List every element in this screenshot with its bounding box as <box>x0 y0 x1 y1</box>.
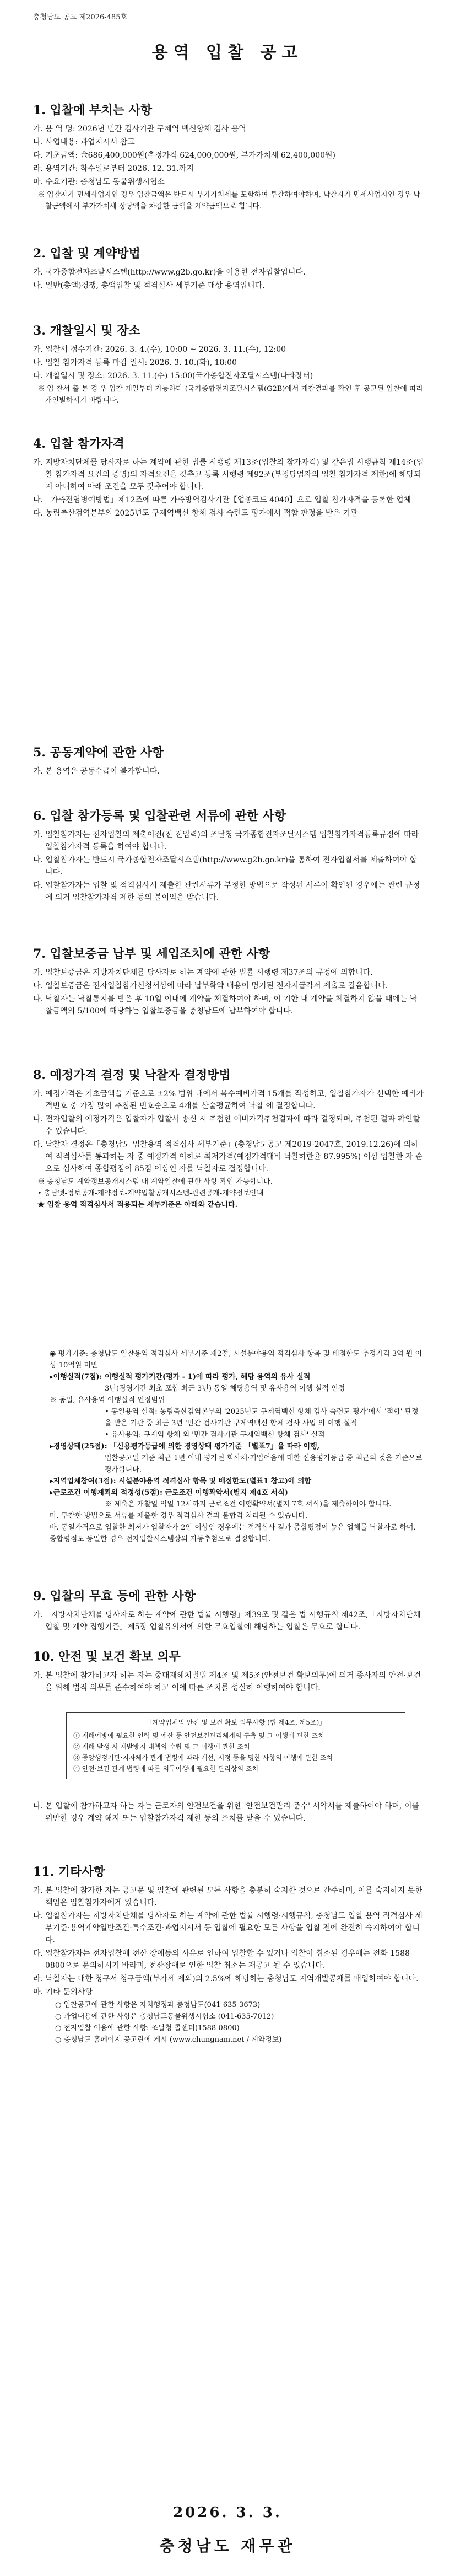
box-title: 「계약업체의 안전 및 보건 확보 의무사항 (법 제4조, 제5조)」 <box>145 1719 326 1726</box>
criteria-line: 바. 동일가격으로 입찰한 최저가 입찰자가 2인 이상인 경우에는 적격심사 결과 종합평점이 높은 업체를 낙찰자로 하며, 종합평점도 동일한 경우 전자입찰시스템상의 자동추첨으로 결정합니다. <box>50 1523 416 1543</box>
signer: 충청남도 재무관 <box>159 2537 296 2555</box>
list-item: 가. 입찰보증금은 지방자치단체를 당사자로 하는 계약에 관한 법률 시행령 제37조의 규정에 의합니다. <box>33 968 373 977</box>
announcement-date: 2026. 3. 3. <box>173 2504 282 2521</box>
safety-obligations-box <box>66 1712 405 1779</box>
note-highlight: ★ 입찰 용역 적격심사서 적용되는 세부기준은 아래와 같습니다. <box>37 1201 238 1209</box>
section-title: 6. 입찰 참가등록 및 입찰관련 서류에 관한 사항 <box>33 809 286 823</box>
criteria-heading: ▸지역업체참여(3점): 시설분야용역 적격심사 항목 및 배점한도(별표1 참고)에 의함 <box>50 1477 311 1485</box>
evaluation-criteria <box>50 1348 424 1545</box>
list-item: 다. 낙찰자 결정은「충청남도 입찰용역 적격심사 세부기준」(충청남도공고 제2019-2047호, 2019.12.26)에 의하여 적격심사를 통과하는 자 중 예정가격 이하로 최저가격(예정가격대비 낙찰하한율 87.995%) 이상 입찰한 자 순으로 심사하여 종합평점이 85점 이상인 자를 낙찰자로 결정합니다. <box>33 1140 423 1173</box>
criteria-line: ※ 제출은 개찰일 익일 12시까지 근로조건 이행확약서(별지 7호 서식)을 제출하여야 합니다. <box>105 1500 392 1509</box>
criteria-line: 마. 투찰한 방법으로 서류를 제출한 경우 적격심사 결과 불합격 처리될 수 있습니다. <box>50 1512 308 1520</box>
list-item: 나. 전자입찰의 예정가격은 입찰자가 입찰서 송신 시 추첨한 예비가격추첨결과에 따라 결정되며, 추첨된 결과 확인할 수 있습니다. <box>33 1115 420 1136</box>
list-item: 나. 입찰보증금은 전자입찰참가신청서상에 따라 납부확약 내용이 명기된 전자지급각서 제출로 갈음합니다. <box>33 981 388 990</box>
section-joint-contract <box>33 744 424 779</box>
list-item: 가. 용 역 명: 2026년 민간 검사기관 구제역 백신항체 검사 용역 <box>33 125 246 133</box>
note: • 충남넷-정보공개-계약정보-계약입찰공개시스템-관련공개-계약정보안내 <box>37 1189 264 1198</box>
section-other <box>33 1864 424 2046</box>
section-title: 5. 공동계약에 관한 사항 <box>33 745 164 760</box>
section-price-decision <box>33 1067 424 1211</box>
list-item: 나. 본 입찰에 참가하고자 하는 자는 근로자의 안전보건을 위한 '안전보건관리 준수' 서약서를 제출하여야 하며, 이를 위반한 경우 계약 해지 또는 입찰참가자격 제한 등의 조치를 받을 수 있습니다. <box>33 1802 420 1823</box>
contact-line: ○ 입찰공고에 관한 사항은 자치행정과 충청남도(041-635-3673) <box>55 2001 261 2009</box>
list-item: 나.「가축전염병예방법」제12조에 따른 가축방역검사기관【업종코드 4040】으로 입찰 참가자격을 등록한 업체 <box>33 496 411 505</box>
list-item: 다. 낙찰자는 낙찰통지를 받은 후 10일 이내에 계약을 체결하여야 하며, 이 기한 내 계약을 체결하지 않을 때에는 낙찰금액의 5/100에 해당하는 입찰보증금을 충청남도에 납부하여야 합니다. <box>33 995 418 1016</box>
list-item: 가. 입찰서 접수기간: 2026. 3. 4.(수), 10:00 ~ 2026. 3. 11.(수), 12:00 <box>33 345 286 354</box>
list-item: 마. 기타 문의사항 <box>33 1988 93 1997</box>
section-bid-method <box>33 245 424 293</box>
list-item: 다. 농림축산검역본부의 2025년도 구제역백신 항체 검사 숙련도 평가에서 적합 판정을 받은 기관 <box>33 509 358 518</box>
notice-number: 충청남도 공고 제2026-485호 <box>33 13 128 22</box>
list-item: 가. 국가종합전자조달시스템(http://www.g2b.go.kr)을 이용한 전자입찰입니다. <box>33 268 306 277</box>
list-item: 가. 예정가격은 기초금액을 기준으로 ±2% 범위 내에서 복수예비가격 15개를 작성하고, 입찰참가자가 선택한 예비가격번호 중 가장 많이 추첨된 번호순으로 4개를 산술평균하여 낙찰 에 결정합니다. <box>33 1090 424 1110</box>
list-item: 다. 입찰참가자는 전자입찰에 전산 장애등의 사유로 인하여 입찰할 수 없거나 입찰이 취소된 경우에는 전화 1588-0800으로 문의하시기 바라며, 전산장애로 인한 입찰 취소는 재공고 될 수 있습니다. <box>33 1949 413 1970</box>
section-registration <box>33 808 424 905</box>
criteria-line: ※ 동일, 유사용역 이행실적 인정범위 <box>50 1396 165 1404</box>
list-item: 나. 입찰 참가자격 등록 마감 일시: 2026. 3. 10.(화), 18:00 <box>33 358 237 367</box>
section-opening-schedule <box>33 323 424 406</box>
list-item: 다. 개찰일시 및 장소: 2026. 3. 11.(수) 15:00(국가종합전자조달시스템(나라장터) <box>33 372 313 380</box>
note: ※ 입 찰서 출 본 경 우 입찰 개일부터 가능하다 (국가종합전자조달시스템(G2B)에서 개찰결과를 확인 후 공고된 입찰에 따라 개인별하시기 바랍니다. <box>37 385 424 405</box>
section-title: 1. 입찰에 부치는 사항 <box>33 103 152 117</box>
box-line: ② 재해 발생 시 재발방지 대책의 수립 및 그 이행에 관한 조치 <box>73 1743 250 1751</box>
criteria-line: 3년(경영기간 최초 포함 최근 3년) 동일 해당용역 및 유사용역 이행 실적 인정 <box>105 1384 345 1393</box>
criteria-line: • 유사용역: 구제역 항체 외 '민간 검사기관 구제역백신 항체 검사' 실적 <box>105 1431 325 1439</box>
box-line: ④ 안전·보건 관계 법령에 따른 의무이행에 필요한 관리상의 조치 <box>73 1765 259 1773</box>
contact-line: ○ 과업내용에 관한 사항은 충청남도동물위생시험소 (041-635-7012) <box>55 2012 274 2021</box>
criteria-heading: ▸근로조건 이행계획의 적정성(5점): 근로조건 이행확약서(별지 제4호 서식) <box>50 1489 288 1497</box>
criteria-heading: ▸경영상태(25점): 「신용평가등급에 의한 경영상태 평가기준 「별표7」을 따라 이행, <box>50 1442 320 1451</box>
list-item: 가. 본 입찰에 참가한 자는 공고문 및 입찰에 관련된 모든 사항을 충분히 숙지한 것으로 간주하며, 이를 숙지하지 못한 책임은 입찰참가자에게 있습니다. <box>33 1886 422 1907</box>
list-item: 가. 본 입찰에 참가하고자 하는 자는 중대재해처벌법 제4조 및 제5조(안전보건 확보의무)에 의거 종사자의 안전·보건을 위해 법적 의무를 준수하여야 하고 이에 따른 조치를 성실히 이행하여야 합니다. <box>33 1671 421 1692</box>
contact-line: ○ 충청남도 홈페이지 공고란에 게시 (www.chungnam.net / 계약정보) <box>55 2036 282 2044</box>
section-bid-bond <box>33 946 424 1018</box>
section-invalid-bids <box>33 1588 424 1634</box>
list-item: 가.「지방자치단체를 당사자로 하는 계약에 관한 법률 시행령」제39조 및 같은 법 시행규칙 제42조,「지방자치단체 입찰 및 계약 집행기준」제5장 입찰유의서에 의한 무효입찰에 해당하는 입찰은 무효로 합니다. <box>33 1611 421 1632</box>
note: ※ 충청남도 계약정보공개시스템 내 계약입찰에 관한 사항 확인 가능합니다. <box>37 1178 273 1186</box>
section-title: 8. 예정가격 결정 및 낙찰자 결정방법 <box>33 1068 231 1082</box>
list-item: 가. 본 용역은 공동수급이 불가합니다. <box>33 767 160 776</box>
section-safety-pledge <box>33 1800 424 1826</box>
list-item: 라. 낙찰자는 대한 청구서 청구금액(부가세 제외)의 2.5%에 해당하는 충청남도 지역개발공채를 매입하여야 합니다. <box>33 1974 419 1983</box>
list-item: 나. 입찰참가자는 지방자치단체를 당사자로 하는 계약에 관한 법률 시행령·시행규칙, 충청남도 입찰 용역 적격심사 세부기준·용역계약일반조건·특수조건·과업지시서 등 입찰에 필요한 모든 사항을 입찰 전에 완전히 숙지하여야 합니다. <box>33 1912 422 1945</box>
list-item: 마. 수요기관: 충청남도 동물위생시험소 <box>33 178 165 186</box>
section-qualifications <box>33 436 424 520</box>
section-title: 11. 기타사항 <box>33 1865 105 1879</box>
section-title: 2. 입찰 및 계약방법 <box>33 246 140 261</box>
page-title: 용역 입찰 공고 <box>151 43 304 62</box>
criteria-line: ◉ 평가기준: 충청남도 입찰용역 적격심사 세부기준 제2절, 시설분야용역 적격심사 항목 및 배점한도 추정가격 3억 원 이상 10억원 미만 <box>50 1350 422 1370</box>
list-item: 다. 입찰참가자는 입찰 및 적격심사시 제출한 관련서류가 부정한 방법으로 작성된 서류이 확인된 경우에는 관련 규정에 의거 입찰참가자격 제한 등의 불이익을 받습니다. <box>33 881 420 902</box>
list-item: 나. 일반(총액)경쟁, 총액입찰 및 적격심사 세부기준 대상 용역입니다. <box>33 281 265 290</box>
list-item: 다. 기초금액: 金686,400,000원(추정가격 624,000,000원, 부가가치세 62,400,000원) <box>33 151 335 160</box>
box-line: ③ 중앙행정기관·지자체가 관계 법령에 따라 개선, 시정 등을 명한 사항의 이행에 관한 조치 <box>73 1754 333 1762</box>
section-bid-overview <box>33 102 424 212</box>
box-line: ① 재해예방에 필요한 인력 및 예산 등 안전보건관리체계의 구축 및 그 이행에 관한 조치 <box>73 1732 324 1740</box>
list-item: 가. 입찰참가자는 전자입찰의 제출이전(전 전입력)의 조달청 국가종합전자조달시스템 입찰참가자격등록규정에 따라 입찰참가자격 등록을 하여야 합니다. <box>33 830 419 851</box>
section-title: 10. 안전 및 보건 확보 의무 <box>33 1650 181 1664</box>
contact-line: ○ 전자입찰 이용에 관한 사항: 조달청 콜센터(1588-0800) <box>55 2024 240 2032</box>
section-title: 9. 입찰의 무효 등에 관한 사항 <box>33 1589 196 1603</box>
section-title: 7. 입찰보증금 납부 및 세입조치에 관한 사항 <box>33 947 270 961</box>
list-item: 가. 지방자치단체를 당사자로 하는 계약에 관한 법률 시행령 제13조(입찰의 참가자격) 및 같은법 시행규칙 제14조(입찰 참가자격 요건의 증명)의 자격요건을 갖추고 등록 시행령 제92조(부정당업자의 입찰 참가자격 제한)에 해당되지 아니하여 아래 조건을 모두 갖추어야 합니다. <box>33 458 424 491</box>
section-safety <box>33 1649 424 1695</box>
criteria-line: • 동일용역 실적: 농림축산검역본부의 '2025년도 구제역백신 항체 검사 숙련도 평가'에서 '적합' 판정을 받은 기관 중 최근 3년 '민간 검사기관 구제역백신 항체 검사 사업'의 이행 실적 <box>105 1408 419 1427</box>
note: ※ 입찰자가 면세사업자인 경우 입찰금액은 반드시 부가가치세를 포함하여 투찰하여야하며, 낙찰자가 면세사업자인 경우 낙찰금액에서 부가가치세 상당액을 차감한 금액을 계약금액으로 합니다. <box>37 191 420 211</box>
criteria-line: 입찰공고일 기준 최근 1년 이내 평가된 회사채·기업어음에 대한 신용평가등급 중 최근의 것을 기준으로 평가합니다. <box>105 1454 422 1474</box>
list-item: 라. 용역기간: 착수일로부터 2026. 12. 31.까지 <box>33 164 194 173</box>
list-item: 나. 사업내용: 과업지시서 참고 <box>33 138 135 147</box>
section-title: 3. 개찰일시 및 장소 <box>33 324 140 338</box>
criteria-heading: ▸이행실적(7점): 이행실적 평가기간(평가 - 1)에 따라 평가, 해당 용역의 유사 실적 <box>50 1373 311 1381</box>
list-item: 나. 입찰참가자는 반드시 국가종합전자조달시스템(http://www.g2b.go.kr)을 통하여 전자입찰서를 제출하여야 합니다. <box>33 856 418 877</box>
section-title: 4. 입찰 참가자격 <box>33 437 124 451</box>
